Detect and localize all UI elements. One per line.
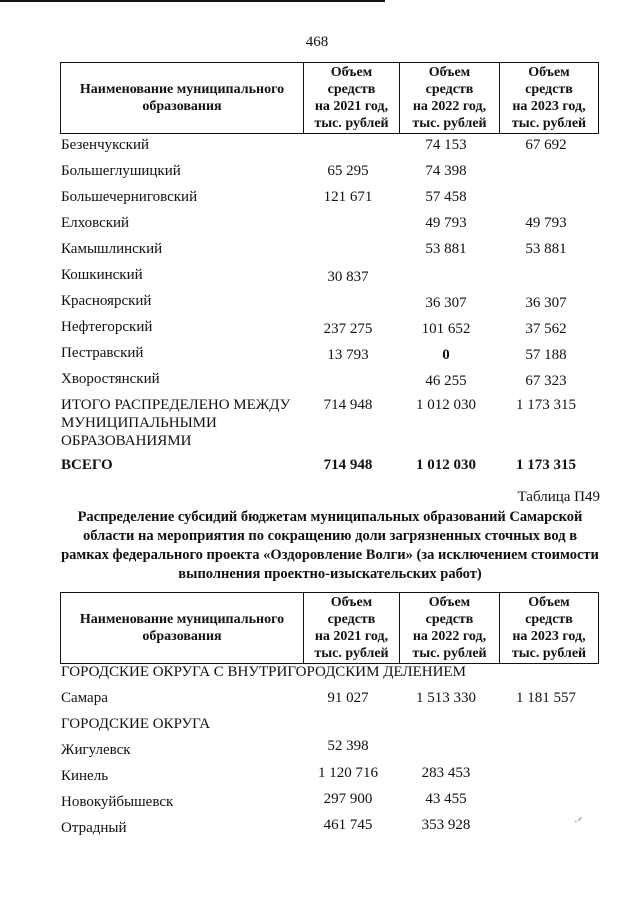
value-2021: 714 948 bbox=[323, 457, 373, 473]
table-row bbox=[0, 214, 634, 234]
row-name: Безенчукский bbox=[61, 137, 150, 153]
table2-col-2023: Объем средств на 2023 год, тыс. рублей bbox=[500, 593, 599, 664]
section-heading: ГОРОДСКИЕ ОКРУГА bbox=[61, 716, 211, 732]
value-2023: 53 881 bbox=[525, 241, 567, 257]
table-row bbox=[0, 318, 634, 338]
row-name: Кошкинский bbox=[61, 267, 143, 283]
value-2021: 52 398 bbox=[327, 738, 369, 754]
value-2022: 0 bbox=[442, 347, 450, 363]
table-row bbox=[0, 793, 634, 813]
value-2021: 13 793 bbox=[327, 347, 369, 363]
row-name: Кинель bbox=[61, 768, 109, 784]
row-name: Самара bbox=[61, 690, 108, 706]
value-2023: 67 692 bbox=[525, 137, 567, 153]
value-2023: 37 562 bbox=[525, 321, 567, 337]
section-heading: ГОРОДСКИЕ ОКРУГА С ВНУТРИГОРОДСКИМ ДЕЛЕНИЕМ bbox=[61, 664, 466, 680]
table1-header bbox=[60, 62, 599, 134]
table-label: Таблица П49 bbox=[517, 489, 600, 505]
table2-col-2022: Объем средств на 2022 год, тыс. рублей bbox=[400, 593, 500, 664]
value-2022: 74 153 bbox=[425, 137, 467, 153]
value-2021: 1 120 716 bbox=[318, 765, 378, 781]
row-name: ВСЕГО bbox=[61, 457, 113, 473]
table-row bbox=[0, 767, 634, 787]
value-2022: 57 458 bbox=[425, 189, 467, 205]
row-name: Отрадный bbox=[61, 820, 127, 836]
value-2022: 46 255 bbox=[425, 373, 467, 389]
value-2023: 1 173 315 bbox=[516, 397, 576, 413]
value-2021: 237 275 bbox=[323, 321, 373, 337]
row-name: Большечерниговский bbox=[61, 189, 198, 205]
value-2022: 1 012 030 bbox=[416, 457, 476, 473]
table-title: Распределение субсидий бюджетам муниципальных образований Самарской области на мероприятия по сокращению доли загрязненных сточных вод в рамках федерального проекта «Оздоровление Волги» (за исключением стоимости выполнения проектно-изыскательских работ) bbox=[61, 509, 599, 582]
row-name: Большеглушицкий bbox=[61, 163, 181, 179]
table1-col-2021: Объем средств на 2021 год, тыс. рублей bbox=[304, 63, 400, 134]
value-2021: 30 837 bbox=[327, 269, 369, 285]
table1-col-2023: Объем средств на 2023 год, тыс. рублей bbox=[500, 63, 599, 134]
value-2022: 43 455 bbox=[425, 791, 467, 807]
value-2023: 1 181 557 bbox=[516, 690, 576, 706]
table-row bbox=[0, 188, 634, 208]
subtotal-row bbox=[0, 396, 634, 450]
value-2021: 297 900 bbox=[323, 791, 373, 807]
table-row bbox=[0, 344, 634, 364]
value-2021: 461 745 bbox=[323, 817, 373, 833]
table-row bbox=[0, 738, 634, 761]
value-2023: 57 188 bbox=[525, 347, 567, 363]
table-row bbox=[0, 162, 634, 182]
row-name: Камышлинский bbox=[61, 241, 163, 257]
table1-col-2022: Объем средств на 2022 год, тыс. рублей bbox=[400, 63, 500, 134]
row-name: Хворостянский bbox=[61, 371, 160, 387]
table-row bbox=[0, 240, 634, 260]
total-row bbox=[0, 456, 634, 476]
table1-col-name: Наименование муниципального образования bbox=[61, 63, 304, 134]
table2-header bbox=[60, 592, 599, 664]
table-row bbox=[0, 136, 634, 156]
value-2023: 1 173 315 bbox=[516, 457, 576, 473]
row-name: Жигулевск bbox=[61, 742, 131, 758]
row-name: Красноярский bbox=[61, 293, 152, 309]
table-row bbox=[0, 819, 634, 839]
value-2022: 49 793 bbox=[425, 215, 467, 231]
value-2021: 65 295 bbox=[327, 163, 369, 179]
top-rule bbox=[0, 0, 385, 2]
value-2022: 1 012 030 bbox=[416, 397, 476, 413]
row-name: Пестравский bbox=[61, 345, 144, 361]
row-name: ИТОГО РАСПРЕДЕЛЕНО МЕЖДУ МУНИЦИПАЛЬНЫМИ ОБРАЗОВАНИЯМИ bbox=[61, 397, 291, 449]
row-name: Елховский bbox=[61, 215, 130, 231]
table2-col-2021: Объем средств на 2021 год, тыс. рублей bbox=[304, 593, 400, 664]
row-name: Новокуйбышевск bbox=[61, 794, 174, 810]
value-2021: 714 948 bbox=[323, 397, 373, 413]
page-number: 468 bbox=[305, 34, 329, 50]
value-2022: 353 928 bbox=[421, 817, 471, 833]
value-2022: 36 307 bbox=[425, 295, 467, 311]
table-row bbox=[0, 266, 634, 286]
value-2023: 67 323 bbox=[525, 373, 567, 389]
value-2023: 36 307 bbox=[525, 295, 567, 311]
value-2022: 74 398 bbox=[425, 163, 467, 179]
scan-mark: ·ᐟ bbox=[574, 816, 583, 828]
value-2021: 121 671 bbox=[323, 189, 373, 205]
value-2022: 101 652 bbox=[421, 321, 471, 337]
value-2022: 1 513 330 bbox=[416, 690, 476, 706]
table-row bbox=[0, 689, 634, 709]
table-row bbox=[0, 292, 634, 312]
table2-col-name: Наименование муниципального образования bbox=[61, 593, 304, 664]
row-name: Нефтегорский bbox=[61, 319, 153, 335]
value-2023: 49 793 bbox=[525, 215, 567, 231]
value-2022: 283 453 bbox=[421, 765, 471, 781]
value-2022: 53 881 bbox=[425, 241, 467, 257]
table-row bbox=[0, 370, 634, 390]
value-2021: 91 027 bbox=[327, 690, 369, 706]
